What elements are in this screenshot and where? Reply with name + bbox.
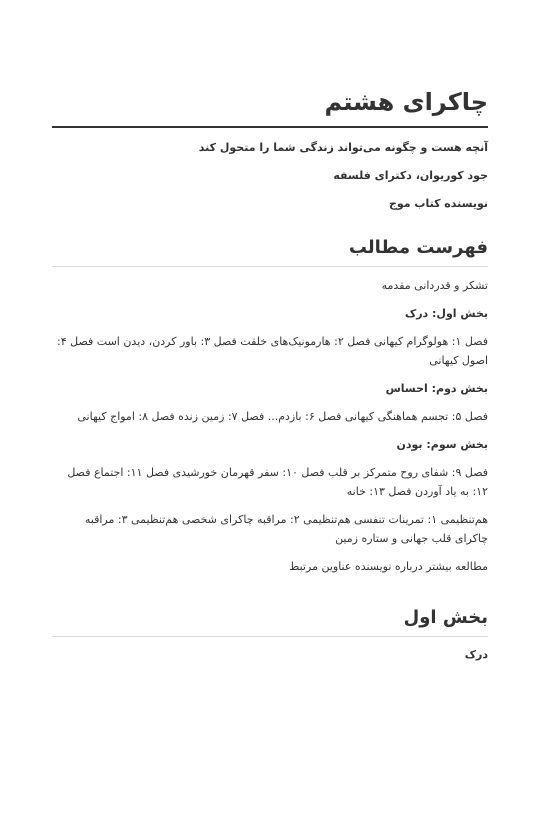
- part-one-subheading: درک: [464, 648, 488, 661]
- toc-part3-chapters: فصل ۹: شفای روح متمرکز بر قلب فصل ۱۰: سفر قهرمان خورشیدی فصل ۱۱: اجتماع فصل ۱۲: به یاد آوردن فصل ۱۳: خانه: [67, 466, 488, 498]
- toc-part2-chapters: فصل ۵: تجسم هماهنگی کیهانی فصل ۶: بازدم... فصل ۷: زمین زنده فصل ۸: امواج کیهانی: [77, 410, 488, 423]
- book-title: چاکرای هشتم: [52, 88, 488, 128]
- toc-part1-title: بخش اول: درک: [404, 307, 488, 320]
- toc-heading: فهرست مطالب: [52, 236, 488, 267]
- toc-part1-chapters: فصل ۱: هولوگرام کیهانی فصل ۲: هارمونیک‌های خلقت فصل ۳: باور کردن، دیدن است فصل ۴: اصول کیهانی: [57, 335, 488, 367]
- book-author: جود کوریوان، دکترای فلسفه: [333, 169, 488, 182]
- toc-attunements: هم‌تنظیمی ۱: تمرینات تنفسی هم‌تنظیمی ۲: مراقبه چاکرای شخصی هم‌تنظیمی ۳: مراقبه چاکرای قلب جهانی و ستاره زمین: [84, 513, 488, 545]
- author-note: نویسنده کتاب موج: [388, 197, 488, 210]
- toc-part2-title: بخش دوم: احساس: [385, 382, 488, 395]
- toc-part3-title: بخش سوم: بودن: [396, 438, 488, 451]
- document-page: [0, 88, 540, 663]
- book-subtitle: آنچه هست و چگونه می‌تواند زندگی شما را متحول کند: [198, 141, 488, 154]
- part-one-heading: بخش اول: [52, 606, 488, 637]
- toc-back-matter: مطالعه بیشتر درباره نویسنده عناوین مرتبط: [289, 560, 488, 573]
- toc-intro: تشکر و قدردانی مقدمه: [381, 279, 488, 292]
